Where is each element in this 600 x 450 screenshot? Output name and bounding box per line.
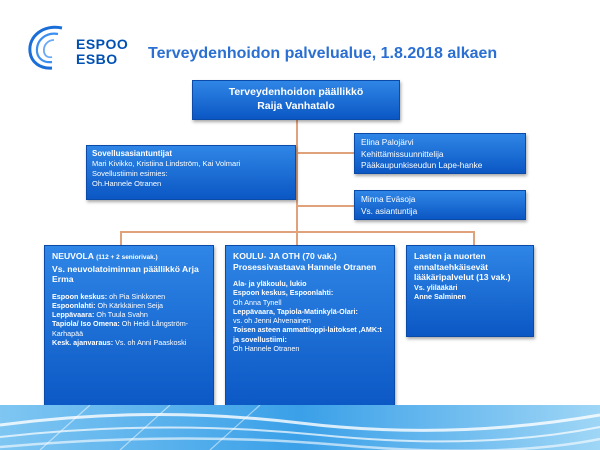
koulu-box — [225, 245, 395, 411]
koulu-line-6: Toisen asteen ammattioppi-laitokset ,AMK:t ja sovellustiimi: — [233, 325, 382, 344]
logo-text-esbo: ESBO — [76, 51, 118, 67]
minna-box — [354, 190, 526, 220]
connector-neuvola — [120, 231, 122, 245]
neuvola-line-3-label: Leppävaara: — [52, 310, 95, 320]
neuvola-heading-main: NEUVOLA — [52, 251, 97, 261]
elina-box — [354, 133, 526, 174]
sovellus-box — [86, 145, 296, 200]
neuvola-line-5 — [52, 338, 206, 347]
neuvola-lead: Vs. neuvolatoiminnan päällikkö Arja Erma — [52, 263, 199, 284]
koulu-line-4: Leppävaara, Tapiola-Matinkylä-Olari: — [233, 306, 358, 316]
connector-koulu — [296, 231, 298, 245]
sovellus-boss-label: Sovellustiimin esimies: — [92, 169, 168, 178]
minna-role: Vs. asiantuntija — [361, 205, 418, 216]
elina-role: Kehittämissuunnittelija — [361, 148, 444, 159]
page-title: Terveydenhoidon palvelualue, 1.8.2018 alkaen — [148, 45, 498, 62]
neuvola-line-4 — [52, 319, 206, 338]
lasten-line-2: Anne Salminen — [414, 291, 466, 301]
neuvola-line-1 — [52, 292, 206, 301]
connector-lasten — [473, 231, 475, 245]
connector-head-vertical — [296, 120, 298, 232]
espoo-logo — [22, 22, 142, 74]
koulu-lead: Prosessivastaava Hannele Otranen — [233, 261, 377, 272]
neuvola-line-2 — [52, 301, 206, 310]
elina-name: Elina Palojärvi — [361, 137, 414, 147]
neuvola-line-1-text: oh Pia Sinkkonen — [107, 291, 166, 301]
koulu-line-3: Oh Anna Tynell — [233, 297, 282, 307]
neuvola-line-3 — [52, 310, 206, 319]
lasten-heading: Lasten ja nuorten ennaltaehkäisevät lääkäripalvelut (13 vak.) — [414, 251, 511, 282]
neuvola-line-4-label: Tapiola/ Iso Omena: — [52, 319, 120, 329]
connector-elina — [297, 152, 354, 154]
koulu-line-1: Ala- ja yläkoulu, lukio — [233, 279, 307, 288]
koulu-line-5: vs. oh Jenni Ahvenainen — [233, 316, 311, 326]
logo-text-espoo: ESPOO — [76, 36, 129, 52]
minna-name: Minna Eväsoja — [361, 194, 416, 204]
espoo-swirl-icon — [22, 22, 74, 74]
neuvola-line-2-label: Espoonlahti: — [52, 300, 96, 310]
koulu-heading: KOULU- JA OTH (70 vak.) — [233, 251, 337, 261]
neuvola-line-3-text: Oh Tuula Svahn — [94, 310, 148, 320]
lasten-box — [406, 245, 534, 337]
koulu-line-2: Espoon keskus, Espoonlahti: — [233, 288, 334, 298]
elina-project: Pääkaupunkiseudun Lape-hanke — [361, 160, 483, 170]
sovellus-names: Mari Kivikko, Kristiina Lindström, Kai Volmari — [92, 159, 241, 168]
neuvola-line-1-label: Espoon keskus: — [52, 291, 108, 301]
koulu-line-7: Oh Hannele Otranen — [233, 344, 300, 354]
neuvola-line-2-text: Oh Kärkkäinen Seija — [95, 300, 164, 310]
neuvola-line-5-label: Kesk. ajanvaraus: — [52, 337, 114, 347]
head-title: Terveydenhoidon päällikkö — [228, 86, 364, 98]
connector-minna — [297, 205, 354, 207]
neuvola-line-5-text: Vs. oh Anni Paaskoski — [113, 337, 187, 347]
footer-wave-decoration — [0, 405, 600, 450]
sovellus-title: Sovellusasiantuntijat — [92, 149, 173, 158]
neuvola-heading — [52, 251, 206, 264]
neuvola-box — [44, 245, 214, 411]
neuvola-line-4-text: Oh Heidi Långström-Karhapää — [52, 319, 189, 338]
lasten-line-1: Vs. ylilääkäri — [414, 282, 458, 292]
head-name: Raija Vanhatalo — [257, 99, 335, 112]
neuvola-heading-count: (112 + 2 seniorivak.) — [96, 254, 158, 261]
sovellus-boss: Oh.Hannele Otranen — [92, 179, 162, 188]
head-box — [192, 80, 400, 120]
